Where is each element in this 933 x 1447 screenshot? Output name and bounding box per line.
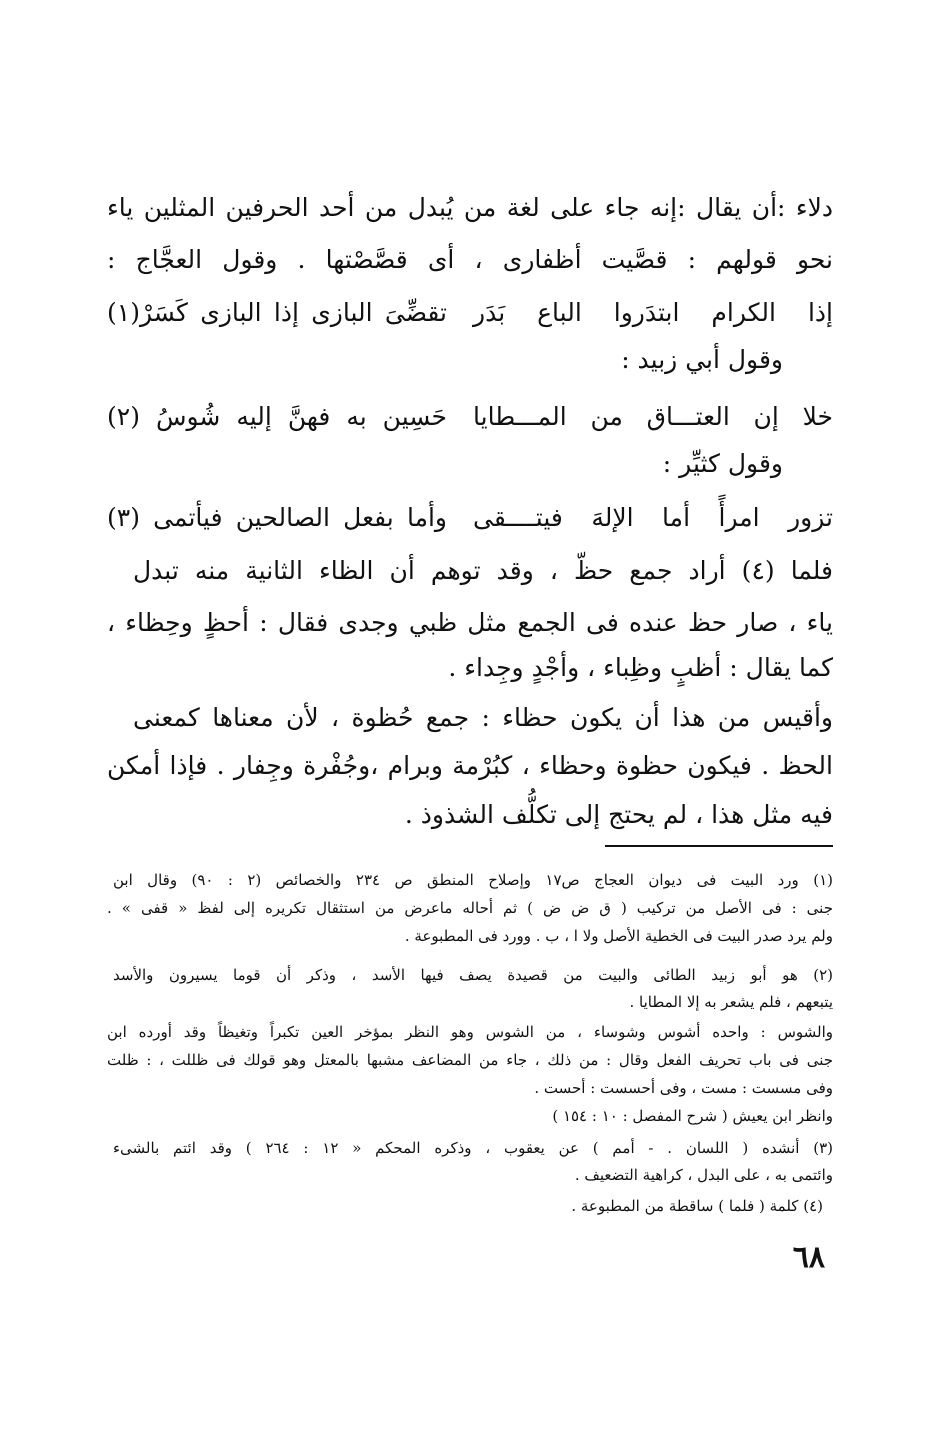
verse bbox=[107, 498, 833, 538]
footnote-line: يتبعهم ، فلم يشعر به إلا المطايا . bbox=[629, 993, 833, 1011]
footnote-line: وفى مسست : مست ، وفى أحسست : أحست . bbox=[534, 1079, 833, 1097]
footnote-line: والشوس : واحده أشوس وشوساء ، من الشوس وهو النظر بمؤخر العين تكبراً وتغيظاً وقد أورده ابن bbox=[107, 1023, 833, 1041]
verse bbox=[107, 397, 833, 437]
verse-first-hemistich: إذا الكرام ابتدَروا الباع بَدَر bbox=[473, 298, 833, 327]
verse bbox=[107, 293, 833, 333]
page-number: ٦٨ bbox=[792, 1240, 825, 1275]
text-line: وقول أبي زبيد : bbox=[621, 345, 783, 374]
footnote-line: وائتمى به ، على البدل ، كراهية التضعيف . bbox=[574, 1166, 833, 1184]
footnote-line: جنى فى باب تحريف الفعل وقال : من ذلك ، جاء من المضاعف مشبها بالمعتل وهو قولك فى ظللت ، : ظلت bbox=[107, 1051, 833, 1069]
footnote-separator bbox=[605, 845, 833, 847]
verse-second-hemistich: وأما بفعل الصالحين فيأتمى (٣) bbox=[107, 503, 447, 532]
text-line: الحظ . فيكون حظوة وحظاء ، كبُرْمة وبرام ،وجُفْرة وجِفار . فإذا أمكن bbox=[107, 751, 833, 780]
text-line: فلما (٤) أراد جمع حظّ ، وقد توهم أن الظاء الثانية منه تبدل bbox=[133, 556, 834, 585]
footnote-line: ولم يرد صدر البيت فى الخطية الأصل ولا ا ، ب . وورد فى المطبوعة . bbox=[404, 927, 833, 945]
text-line: دلاء :أن يقال :إنه جاء على لغة من يُبدل من أحد الحرفين المثلين ياء bbox=[107, 193, 833, 222]
footnote-line: (٣) أنشده ( اللسان . - أمم ) عن يعقوب ، وذكره المحكم « ١٢ : ٢٦٤ ) وقد ائتم بالشىء bbox=[113, 1139, 833, 1157]
footnote-line: (٤) كلمة ( فلما ) ساقطة من المطبوعة . bbox=[571, 1197, 823, 1215]
footnote-line: (٢) هو أبو زبيد الطائى والبيت من قصيدة يصف فيها الأسد ، وذكر أن قوما يسيرون والأسد bbox=[113, 966, 833, 984]
verse-first-hemistich: خلا إن العتـــاق من المـــطايا bbox=[473, 402, 833, 431]
text-line: كما يقال : أظبٍ وظِباء ، وأجْدٍ وجِداء . bbox=[448, 653, 833, 682]
verse-second-hemistich: حَسِين به فهنَّ إليه شُوسُ (٢) bbox=[107, 402, 447, 431]
text-line: نحو قولهم : قصَّيت أظفارى ، أى قصَّصْتها . وقول العجَّاج : bbox=[107, 245, 833, 274]
text-line: وأقيس من هذا أن يكون حظاء : جمع حُظوة ، لأن معناها كمعنى bbox=[133, 703, 833, 732]
text-line: فيه مثل هذا ، لم يحتج إلى تكلُّف الشذوذ . bbox=[404, 800, 833, 829]
verse-second-hemistich: تقضِّىَ البازى إذا البازى كَسَرْ(١) bbox=[107, 298, 447, 327]
footnote-line: (١) ورد البيت فى ديوان العجاج ص١٧ وإصلاح المنطق ص ٢٣٤ والخصائص (٢ : ٩٠) وقال ابن bbox=[113, 871, 833, 889]
text-line: وقول كثيِّر : bbox=[662, 449, 783, 478]
text-line: ياء ، صار حظ عنده فى الجمع مثل ظبي وجدى فقال : أحظٍ وحِظاء ، bbox=[107, 608, 833, 637]
footnote-line: وانظر ابن يعيش ( شرح المفصل : ١٠ : ١٥٤ ) bbox=[552, 1107, 833, 1125]
verse-first-hemistich: تزور امرأً أما الإلهَ فيتــــقى bbox=[473, 503, 833, 532]
footnote-line: جنى : فى الأصل من تركيب ( ق ض ض ) ثم أحاله ماعرض من استثقال تكريره إلى لفظ « قفى » . bbox=[107, 899, 833, 917]
